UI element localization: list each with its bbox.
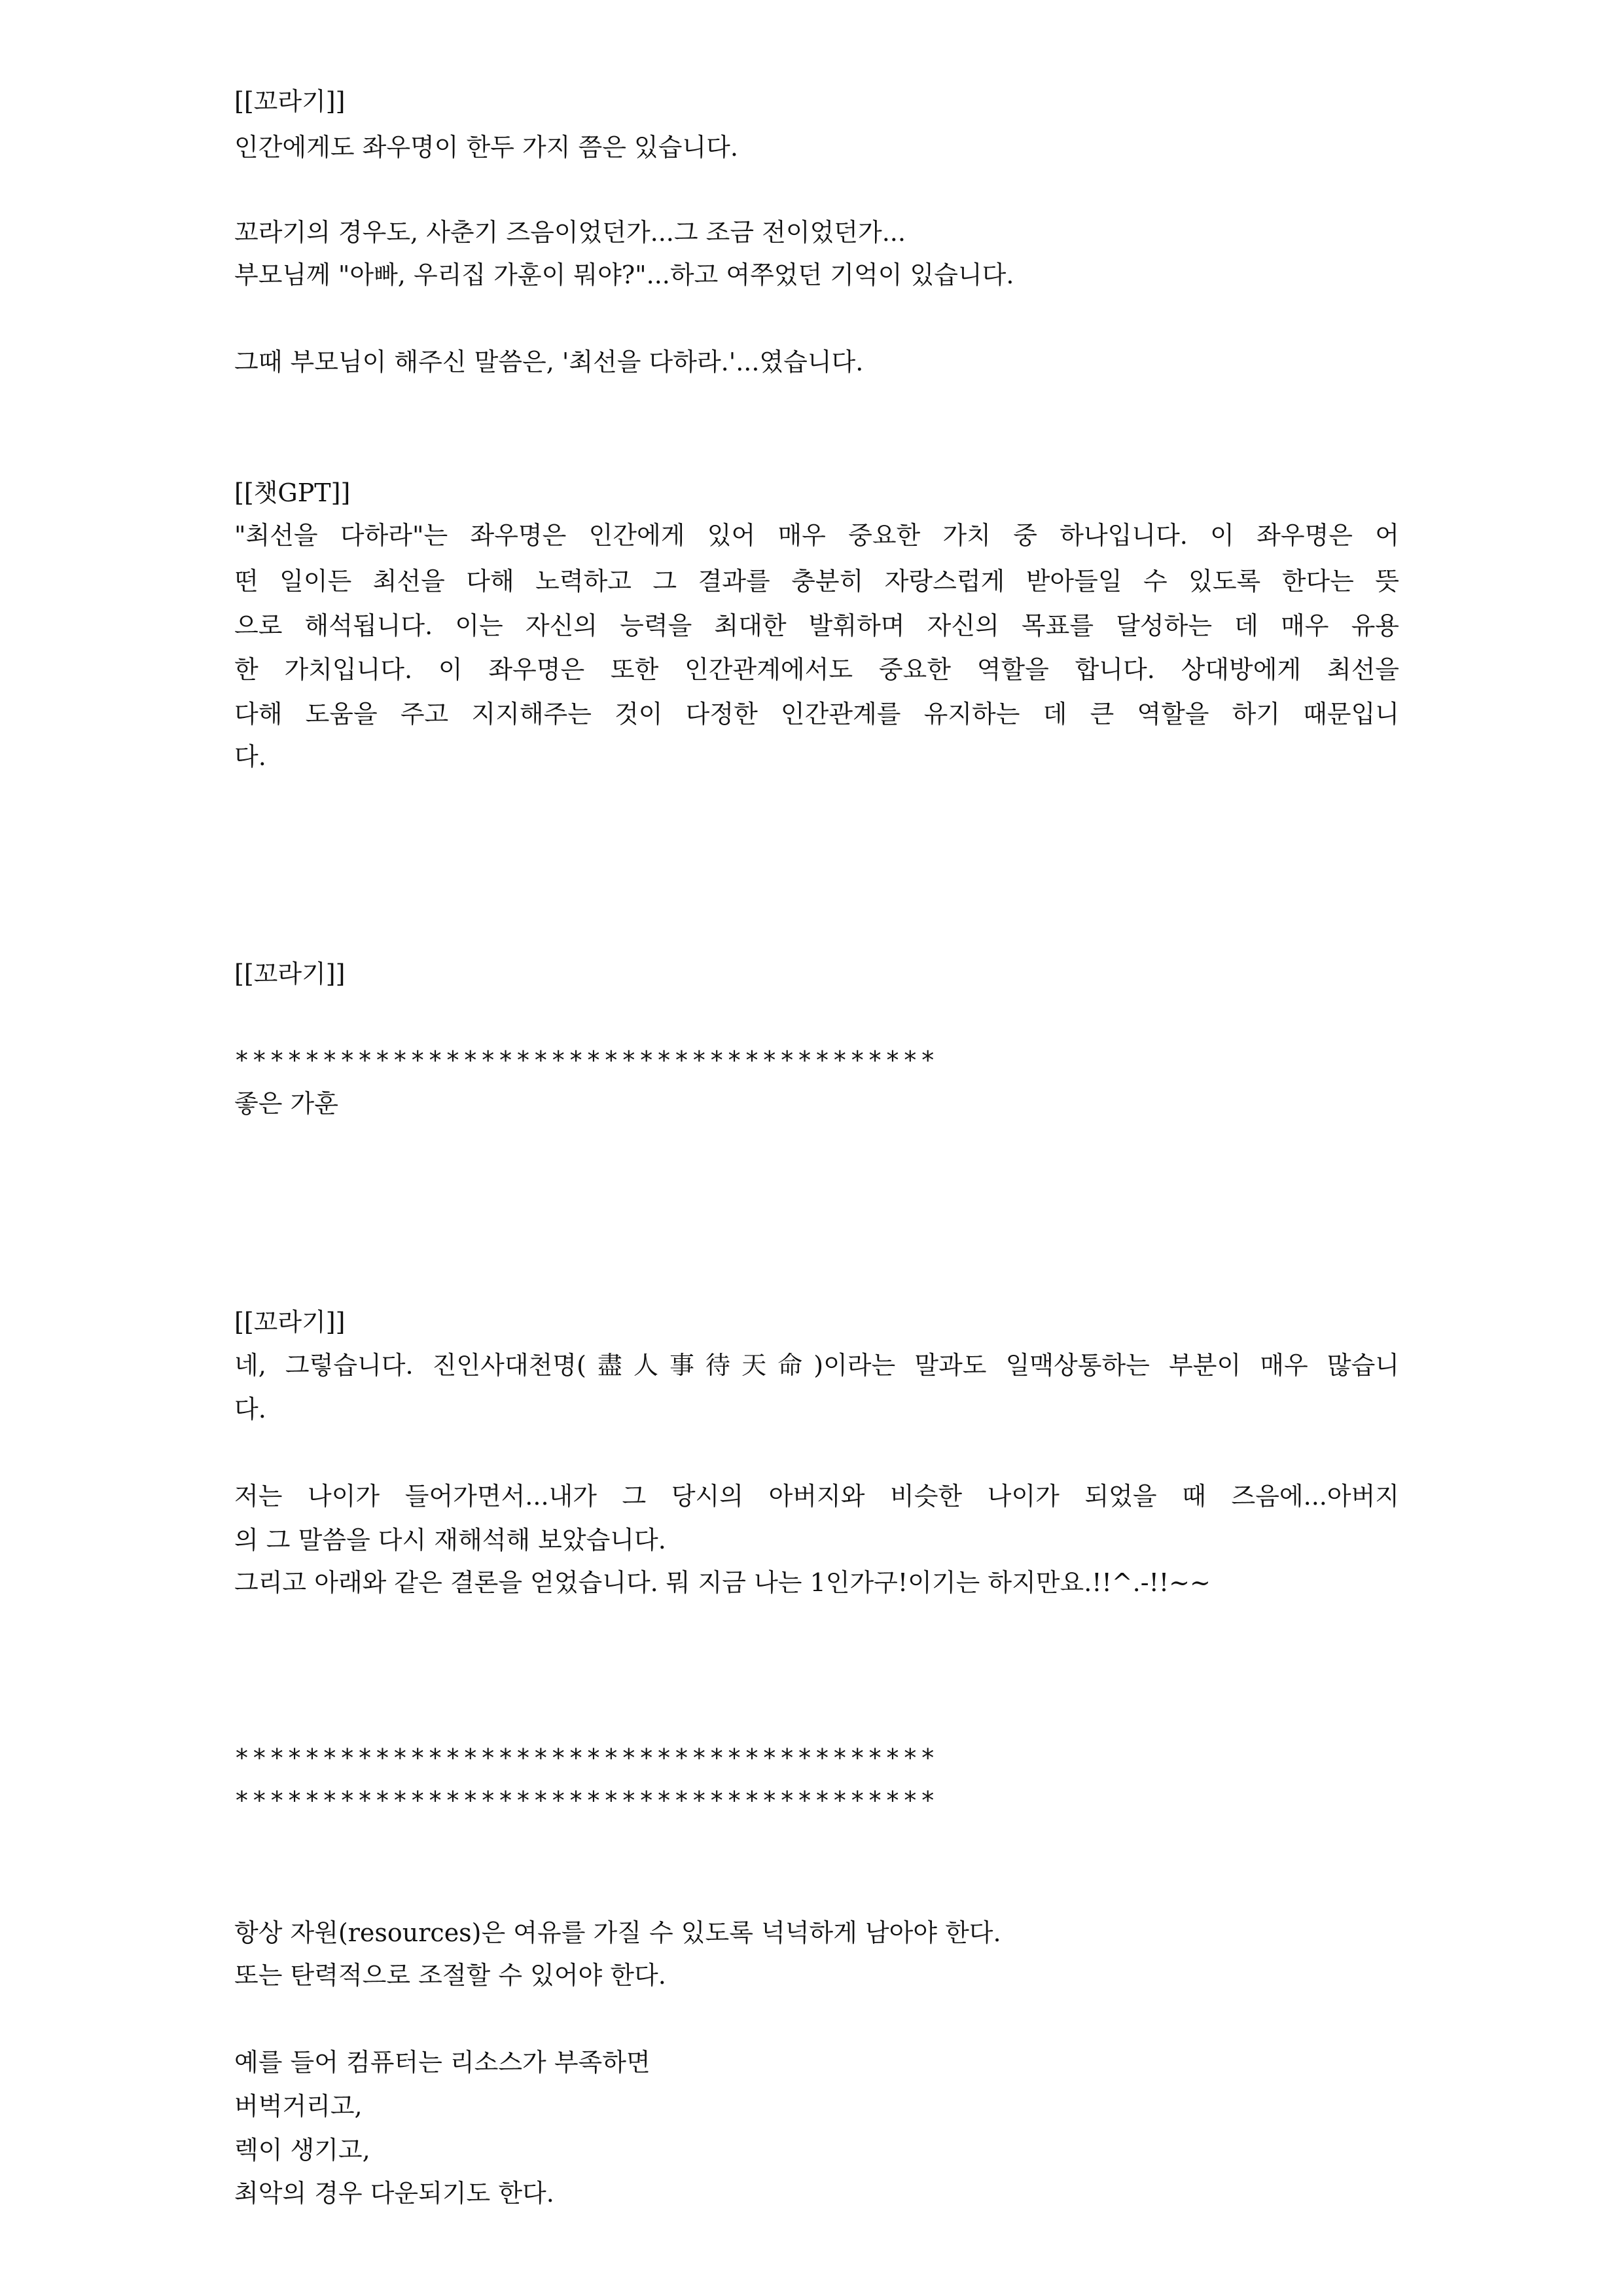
- speaker-label: [[꼬라기]]: [234, 960, 346, 988]
- speaker-label: [[꼬라기]]: [234, 1308, 346, 1336]
- paragraph-line: 그때 부모님이 해주신 말씀은, '최선을 다하라.'...였습니다.: [234, 348, 864, 376]
- paragraph-line: 렉이 생기고,: [234, 2136, 370, 2164]
- separator-stars: ****************************************: [234, 1786, 938, 1815]
- paragraph-line: 최악의 경우 다운되기도 한다.: [234, 2179, 554, 2208]
- paragraph-line: "최선을 다하라"는 좌우명은 인간에게 있어 매우 중요한 가치 중 하나입니다. 이 좌우명은 어: [234, 521, 1399, 550]
- paragraph-line: 의 그 말씀을 다시 재해석해 보았습니다.: [234, 1526, 666, 1554]
- paragraph-line: 그리고 아래와 같은 결론을 얻었습니다. 뭐 지금 나는 1인가구!이기는 하지만요.!!^.-!!~~: [234, 1568, 1211, 1597]
- paragraph-line: 항상 자원(resources)은 여유를 가질 수 있도록 넉넉하게 남아야 한다.: [234, 1918, 1001, 1947]
- paragraph-line: 부모님께 "아빠, 우리집 가훈이 뭐야?"...하고 여쭈었던 기억이 있습니다.: [234, 260, 1014, 289]
- paragraph-line: 한 가치입니다. 이 좌우명은 또한 인간관계에서도 중요한 역할을 합니다. 상대방에게 최선을: [234, 655, 1399, 684]
- separator-stars: ****************************************: [234, 1744, 938, 1772]
- paragraph-line: 네, 그렇습니다. 진인사대천명(盡人事待天命)이라는 말과도 일맥상통하는 부분이 매우 많습니: [234, 1351, 1399, 1380]
- paragraph-line: 다.: [234, 1395, 266, 1424]
- paragraph-line: 예를 들어 컴퓨터는 리소스가 부족하면: [234, 2048, 651, 2077]
- speaker-label: [[꼬라기]]: [234, 87, 346, 116]
- separator-stars: ****************************************: [234, 1046, 938, 1075]
- paragraph-line: 또는 탄력적으로 조절할 수 있어야 한다.: [234, 1961, 666, 1990]
- section-title: 좋은 가훈: [234, 1089, 338, 1118]
- paragraph-line: 저는 나이가 들어가면서...내가 그 당시의 아버지와 비슷한 나이가 되었을 때 즈음에...아버지: [234, 1482, 1399, 1511]
- paragraph-line: 버벅거리고,: [234, 2092, 363, 2121]
- paragraph-line: 떤 일이든 최선을 다해 노력하고 그 결과를 충분히 자랑스럽게 받아들일 수 있도록 한다는 뜻: [234, 567, 1399, 596]
- paragraph-line: 다.: [234, 742, 266, 771]
- paragraph-line: 다해 도움을 주고 지지해주는 것이 다정한 인간관계를 유지하는 데 큰 역할을 하기 때문입니: [234, 700, 1399, 728]
- speaker-label: [[챗GPT]]: [234, 478, 351, 507]
- paragraph-line: 으로 해석됩니다. 이는 자신의 능력을 최대한 발휘하며 자신의 목표를 달성하는 데 매우 유용: [234, 611, 1399, 640]
- paragraph-line: 꼬라기의 경우도, 사춘기 즈음이었던가...그 조금 전이었던가...: [234, 218, 906, 247]
- paragraph-line: 인간에게도 좌우명이 한두 가지 쯤은 있습니다.: [234, 133, 738, 162]
